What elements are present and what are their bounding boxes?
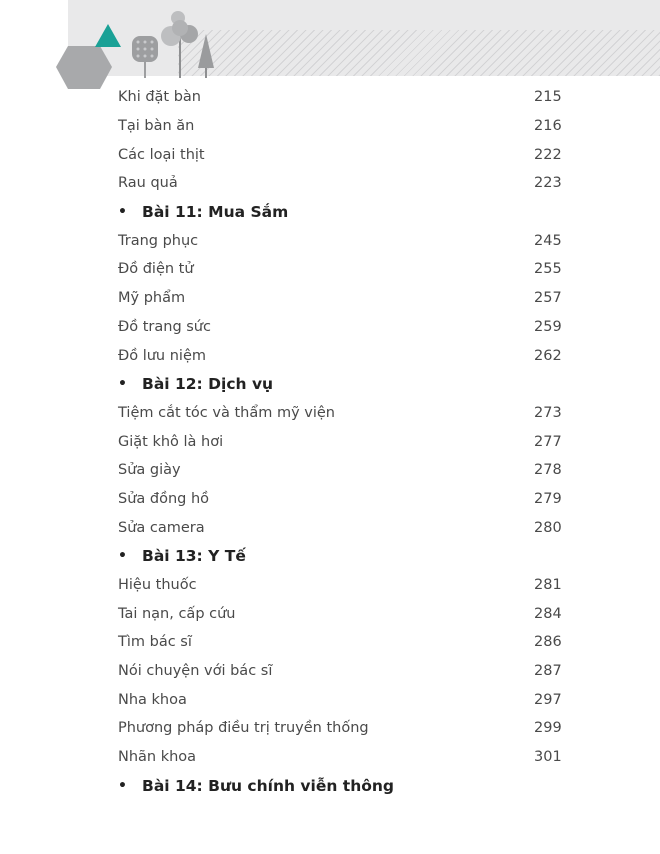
toc-entry (118, 255, 578, 284)
toc-entry (118, 685, 578, 714)
entry-page-number: 273 (534, 404, 562, 421)
entry-title: Rau quả (118, 175, 178, 192)
round-tree-icon (161, 11, 198, 78)
entry-page-number: 280 (534, 519, 562, 536)
entry-page-number: 297 (534, 691, 562, 708)
tree-icon (132, 36, 158, 78)
entry-title: Trang phục (118, 232, 199, 249)
entry-title: Các loại thịt (118, 146, 205, 163)
entry-title: Đồ điện tử (118, 261, 194, 278)
toc-entry (118, 313, 578, 342)
entry-page-number: 245 (534, 232, 562, 249)
toc-entry (118, 169, 578, 198)
pointed-tree-icon (198, 34, 214, 78)
toc-entry (118, 456, 578, 485)
entry-page-number: 279 (534, 490, 562, 507)
entry-title: Đồ lưu niệm (118, 347, 206, 364)
entry-title: Sửa camera (118, 519, 205, 536)
toc-entry (118, 284, 578, 313)
entry-page-number: 281 (534, 577, 562, 594)
entry-page-number: 255 (534, 261, 562, 278)
entry-title: Tai nạn, cấp cứu (118, 605, 236, 622)
toc-entry (118, 714, 578, 743)
triangle-icon (95, 24, 121, 47)
entry-title: Nhãn khoa (118, 749, 197, 766)
entry-page-number: 277 (534, 433, 562, 450)
entry-title: Nói chuyện với bác sĩ (118, 663, 273, 680)
toc-entry (118, 427, 578, 456)
toc-entry (118, 140, 578, 169)
entry-page-number: 216 (534, 118, 562, 135)
entry-title: Đồ trang sức (118, 318, 211, 335)
toc-entry (118, 112, 578, 141)
toc-entry (118, 83, 578, 112)
section-title: Bài 14: Bưu chính viễn thông (142, 776, 395, 795)
section-title: Bài 13: Y Tế (142, 547, 246, 566)
entry-title: Giặt khô là hơi (118, 433, 224, 450)
section-title: Bài 12: Dịch vụ (142, 375, 274, 394)
hexagon-icon (56, 46, 112, 89)
entry-title: Mỹ phẩm (118, 290, 186, 307)
toc-section-heading (118, 370, 578, 399)
bullet-icon: • (118, 777, 127, 794)
toc-entry (118, 399, 578, 428)
header-hatch-pattern (178, 30, 660, 76)
entry-page-number: 286 (534, 634, 562, 651)
entry-title: Hiệu thuốc (118, 577, 197, 594)
bullet-icon: • (118, 548, 127, 565)
entry-page-number: 299 (534, 720, 562, 737)
entry-page-number: 223 (534, 175, 562, 192)
entry-title: Khi đặt bàn (118, 89, 201, 106)
toc-entry (118, 571, 578, 600)
toc-entry (118, 226, 578, 255)
bullet-icon: • (118, 204, 127, 221)
toc-section-heading (118, 198, 578, 227)
entry-title: Nha khoa (118, 691, 187, 708)
toc-entry (118, 485, 578, 514)
entry-page-number: 278 (534, 462, 562, 479)
toc-entry (118, 743, 578, 772)
toc-entry (118, 628, 578, 657)
entry-title: Tìm bác sĩ (118, 634, 192, 651)
toc-section-heading (118, 542, 578, 571)
toc-entry (118, 341, 578, 370)
entry-page-number: 215 (534, 89, 562, 106)
section-title: Bài 11: Mua Sắm (142, 203, 289, 222)
entry-title: Tại bàn ăn (118, 118, 195, 135)
entry-title: Phương pháp điều trị truyền thống (118, 720, 369, 737)
toc-entry (118, 657, 578, 686)
entry-title: Sửa giày (118, 462, 181, 479)
entry-page-number: 262 (534, 347, 562, 364)
toc-entry (118, 513, 578, 542)
entry-page-number: 287 (534, 663, 562, 680)
toc-entry (118, 599, 578, 628)
toc-section-heading (118, 772, 578, 801)
entry-page-number: 222 (534, 146, 562, 163)
table-of-contents (118, 83, 578, 800)
entry-title: Sửa đồng hồ (118, 490, 210, 507)
entry-page-number: 259 (534, 318, 562, 335)
entry-page-number: 284 (534, 605, 562, 622)
entry-page-number: 301 (534, 749, 562, 766)
entry-title: Tiệm cắt tóc và thẩm mỹ viện (118, 404, 335, 421)
entry-page-number: 257 (534, 290, 562, 307)
bullet-icon: • (118, 376, 127, 393)
